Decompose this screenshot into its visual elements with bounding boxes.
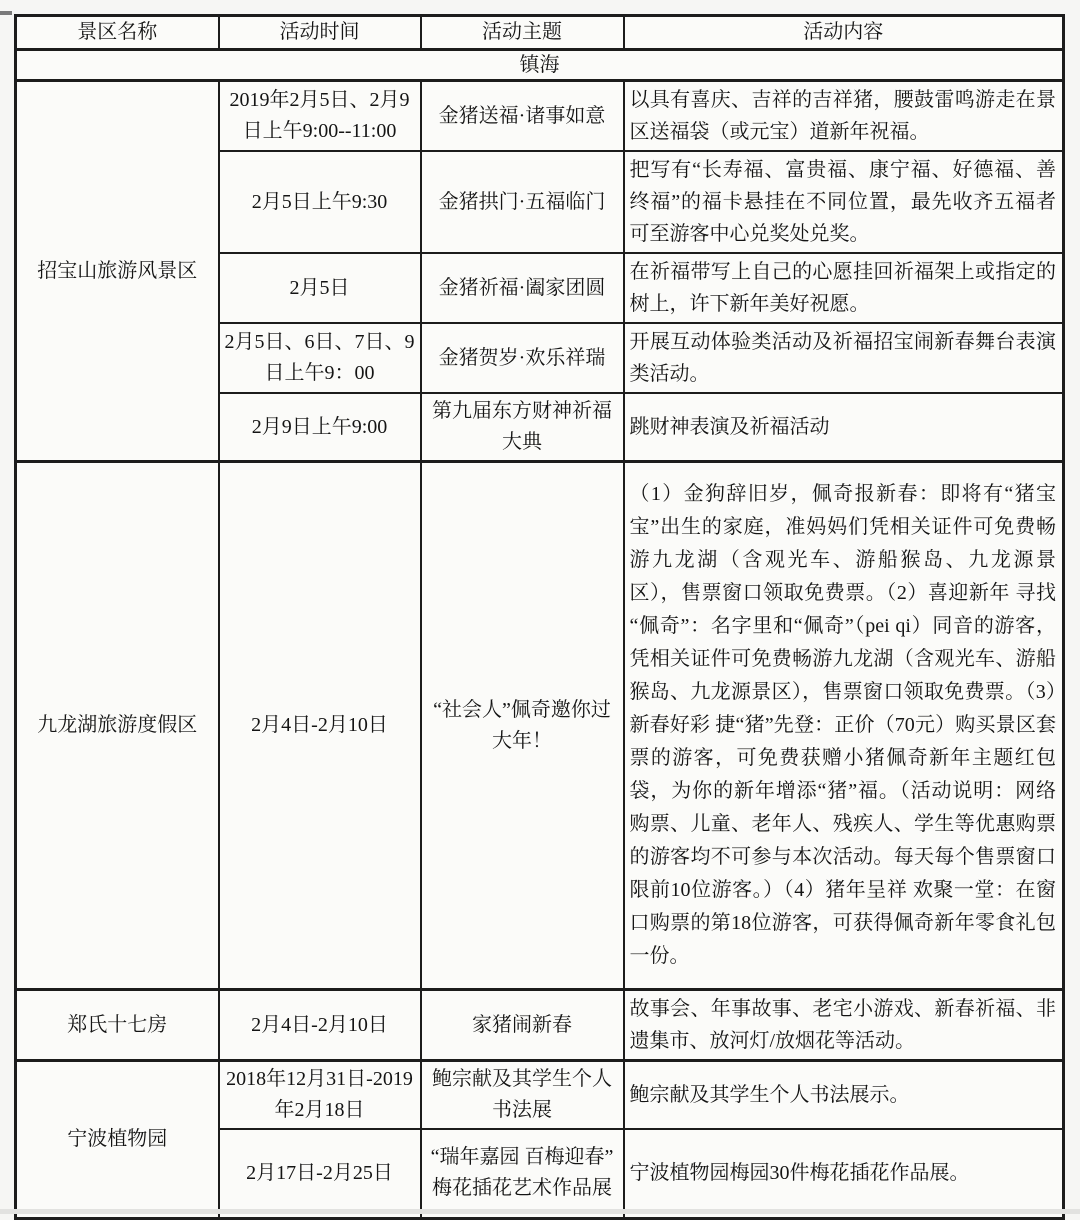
- scenic-area-name-botanical-garden: 宁波植物园: [16, 1061, 219, 1219]
- activities-table: [14, 14, 1065, 1220]
- activity-theme-cell: “瑞年嘉园 百梅迎春”梅花插花艺术作品展: [421, 1129, 624, 1218]
- activity-theme-cell: 家猪闹新春: [421, 990, 624, 1061]
- activity-theme-cell: 金猪拱门·五福临门: [421, 151, 624, 253]
- activity-time-cell: 2月5日上午9:30: [219, 151, 421, 253]
- activity-theme-cell: 鲍宗献及其学生个人书法展: [421, 1061, 624, 1130]
- table-row: [16, 462, 1064, 990]
- activity-content-cell: 以具有喜庆、吉祥的吉祥猪，腰鼓雷鸣游走在景区送福袋（或元宝）道新年祝福。: [624, 81, 1064, 152]
- activity-time-cell: 2019年2月5日、2月9日上午9:00--11:00: [219, 81, 421, 152]
- activity-content-cell: （1）金狗辞旧岁，佩奇报新春：即将有“猪宝宝”出生的家庭，准妈妈们凭相关证件可免费畅游九龙湖（含观光车、游船猴岛、九龙源景区），售票窗口领取免费票。（2）喜迎新年 寻找“佩奇”：名字里和“佩奇”（pei qi）同音的游客，凭相关证件可免费畅游九龙湖（含观光车、游船猴岛、九龙源景区），售票窗口领取免费票。（3）新春好彩 捷“猪”先登：正价（70元）购买景区套票的游客，可免费获赠小猪佩奇新年主题红包袋，为你的新年增添“猪”福。（活动说明：网络购票、儿童、老年人、残疾人、学生等优惠购票的游客均不可参与本次活动。每天每个售票窗口限前10位游客。）（4）猪年呈祥 欢聚一堂：在窗口购票的第18位游客，可获得佩奇新年零食礼包一份。: [624, 462, 1064, 990]
- activity-time-cell: 2月5日: [219, 253, 421, 323]
- region-label: 镇海: [16, 50, 1064, 81]
- activity-content-cell: 在祈福带写上自己的心愿挂回祈福架上或指定的树上，许下新年美好祝愿。: [624, 253, 1064, 323]
- activity-time-cell: 2月17日-2月25日: [219, 1129, 421, 1218]
- table-row: [16, 1061, 1064, 1130]
- activity-theme-cell: “社会人”佩奇邀你过大年！: [421, 462, 624, 990]
- activity-time-cell: 2月4日-2月10日: [219, 990, 421, 1061]
- table-header-row: [16, 16, 1064, 50]
- activity-content-cell: 开展互动体验类活动及祈福招宝闹新春舞台表演类活动。: [624, 323, 1064, 393]
- activity-content-cell: 鲍宗献及其学生个人书法展示。: [624, 1061, 1064, 1130]
- region-row: [16, 50, 1064, 81]
- scenic-area-name-jiulonghu: 九龙湖旅游度假区: [16, 462, 219, 990]
- scan-artifact-mark: [0, 11, 12, 15]
- column-header-activity-content: 活动内容: [624, 16, 1064, 50]
- scenic-area-name-zhengshi: 郑氏十七房: [16, 990, 219, 1061]
- activity-theme-cell: 金猪祈福·阖家团圆: [421, 253, 624, 323]
- activity-content-cell: 宁波植物园梅园30件梅花插花作品展。: [624, 1129, 1064, 1218]
- activity-content-cell: 把写有“长寿福、富贵福、康宁福、好德福、善终福”的福卡悬挂在不同位置，最先收齐五福者可至游客中心兑奖处兑奖。: [624, 151, 1064, 253]
- table-row: [16, 81, 1064, 152]
- scenic-area-name-zhaobaoshan: 招宝山旅游风景区: [16, 81, 219, 462]
- activity-theme-cell: 金猪送福·诸事如意: [421, 81, 624, 152]
- activity-content-cell: 跳财神表演及祈福活动: [624, 393, 1064, 462]
- table-row: [16, 990, 1064, 1061]
- activity-theme-cell: 第九届东方财神祈福大典: [421, 393, 624, 462]
- activity-time-cell: 2月9日上午9:00: [219, 393, 421, 462]
- column-header-activity-time: 活动时间: [219, 16, 421, 50]
- column-header-scenic-area-name: 景区名称: [16, 16, 219, 50]
- activity-time-cell: 2018年12月31日-2019年2月18日: [219, 1061, 421, 1130]
- column-header-activity-theme: 活动主题: [421, 16, 624, 50]
- activity-time-cell: 2月4日-2月10日: [219, 462, 421, 990]
- activity-content-cell: 故事会、年事故事、老宅小游戏、新春祈福、非遗集市、放河灯/放烟花等活动。: [624, 990, 1064, 1061]
- activity-theme-cell: 金猪贺岁·欢乐祥瑞: [421, 323, 624, 393]
- scan-bottom-edge: [0, 1209, 1080, 1214]
- activity-time-cell: 2月5日、6日、7日、9日上午9：00: [219, 323, 421, 393]
